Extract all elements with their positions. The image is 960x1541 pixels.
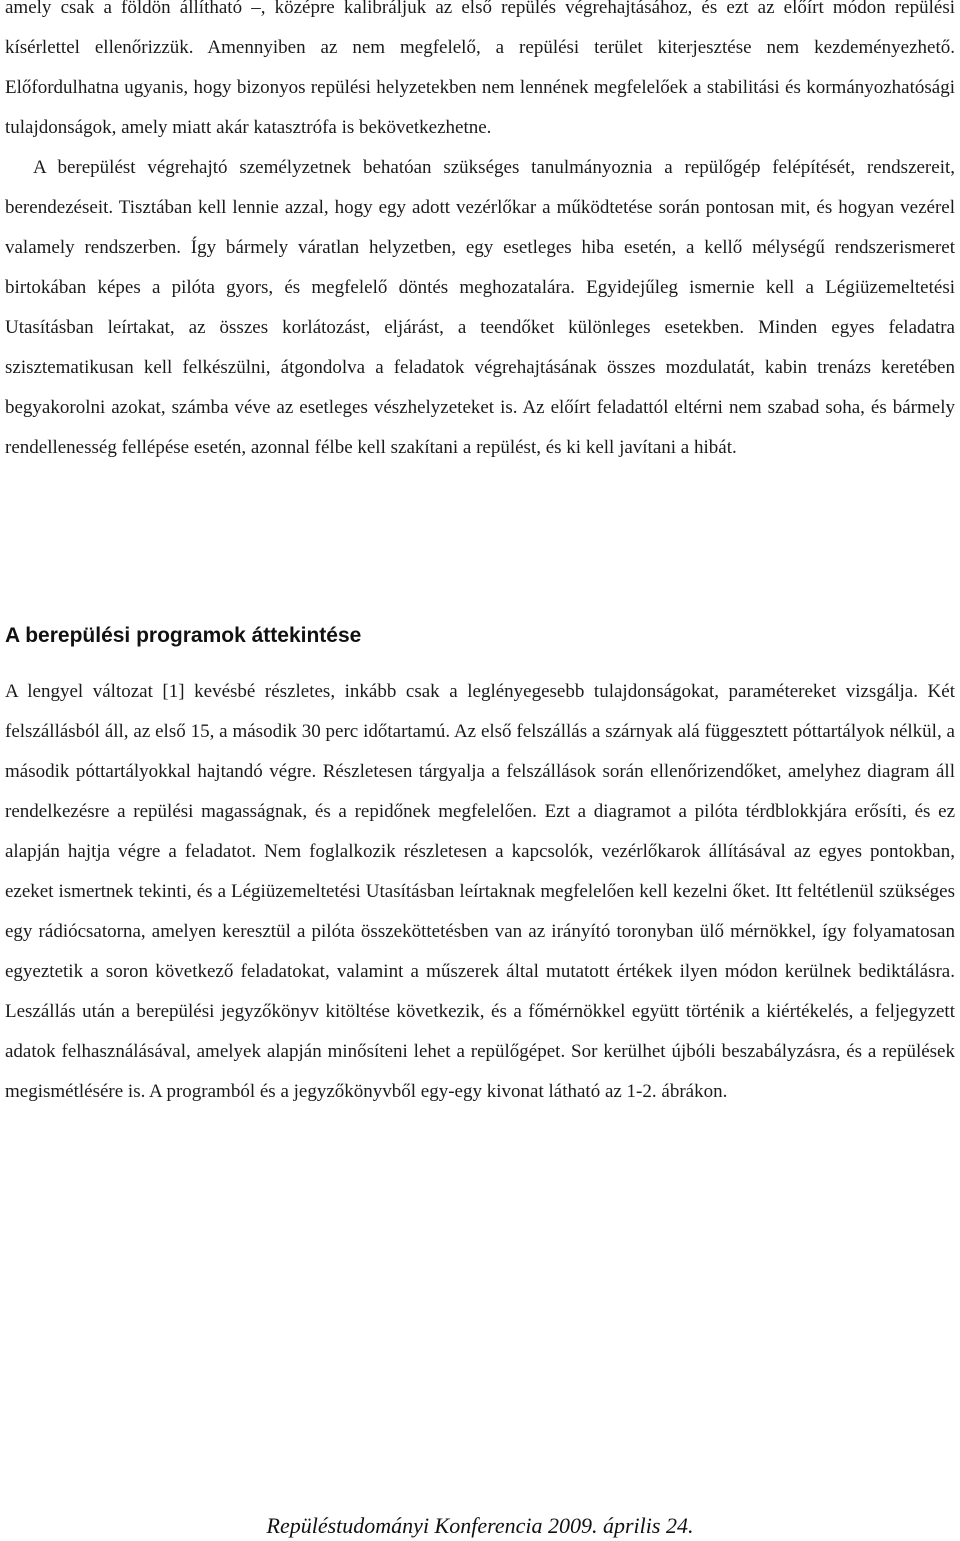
document-page [5,0,955,1102]
page-footer: Repüléstudományi Konferencia 2009. április 24. [266,1513,694,1538]
paragraph-crew-preparation: A berepülést végrehajtó személyzetnek behatóan szükséges tanulmányoznia a repülőgép felépítését, rendszereit, berendezéseit. Tisztában kell lennie azzal, hogy egy adott vezérlőkar a működtetése során pontosan mit, és hogyan vezérel valamely rendszerben. Így bármely váratlan helyzetben, egy esetleges hiba esetén, a kellő mélységű rendszerismeret birtokában képes a pilóta gyors, és megfelelő döntés meghozatalára. Egyidejűleg ismernie kell a Légiüzemeltetési Utasításban leírtakat, az összes korlátozást, eljárást, a teendőket különleges esetekben. Minden egyes feladatra szisztematikusan kell felkészülni, átgondolva a feladatok végrehajtásának összes mozdulatát, kabin trenázs keretében begyakorolni azokat, számba véve az esetleges vészhelyzeteket is. Az előírt feladattól eltérni nem szabad soha, és bármely rendellenesség fellépése esetén, azonnal félbe kell szakítani a repülést, és ki kell javítani a hibát. [5,157,955,458]
section-heading: A berepülési programok áttekintése [5,624,362,647]
paragraph-intro-continuation: amely csak a földön állítható –, középre kalibráljuk az első repülés végrehajtásához, és ezt az előírt módon repülési kísérlettel ellenőrizzük. Amennyiben az nem megfelelő, a repülési terület kiterjesztése nem kezdeményezhető. Előfordulhatna ugyanis, hogy bizonyos repülési helyzetekben nem lennének megfelelőek a stabilitási és kormányozhatósági tulajdonságok, amely miatt akár katasztrófa is bekövetkezhetne. [5,0,955,138]
paragraph-program-overview: A lengyel változat [1] kevésbé részletes, inkább csak a leglényegesebb tulajdonságokat, paramétereket vizsgálja. Két felszállásból áll, az első 15, a második 30 perc időtartamú. Az első felszállás a szárnyak alá függesztett póttartályok nélkül, a második póttartályokkal hajtandó végre. Részletesen tárgyalja a felszállások során ellenőrizendőket, amelyhez diagram áll rendelkezésre a repülési magasságnak, és a repidőnek megfelelően. Ezt a diagramot a pilóta térdblokkjára erősíti, és ez alapján hajtja végre a feladatot. Nem foglalkozik részletesen a kapcsolók, vezérlőkarok állításával az egyes pontokban, ezeket ismertnek tekinti, és a Légiüzemeltetési Utasításban leírtaknak megfelelően kell kezelni őket. Itt feltétlenül szükséges egy rádiócsatorna, amelyen keresztül a pilóta összeköttetésben van az irányító toronyban ülő mérnökkel, így folyamatosan egyeztetik a soron következő feladatokat, valamint a műszerek által mutatott értékek ilyen módon kerülnek bediktálásra. Leszállás után a berepülési jegyzőkönyv kitöltése következik, és a főmérnökkel együtt történik a kiértékelés, a feljegyzett adatok felhasználásával, amelyek alapján minősíteni lehet a repülőgépet. Sor kerülhet újbóli beszabályzásra, és a repülések megismétlésére is. A programból és a jegyzőkönyvből egy-egy kivonat látható az 1-2. ábrákon. [5,681,955,1102]
